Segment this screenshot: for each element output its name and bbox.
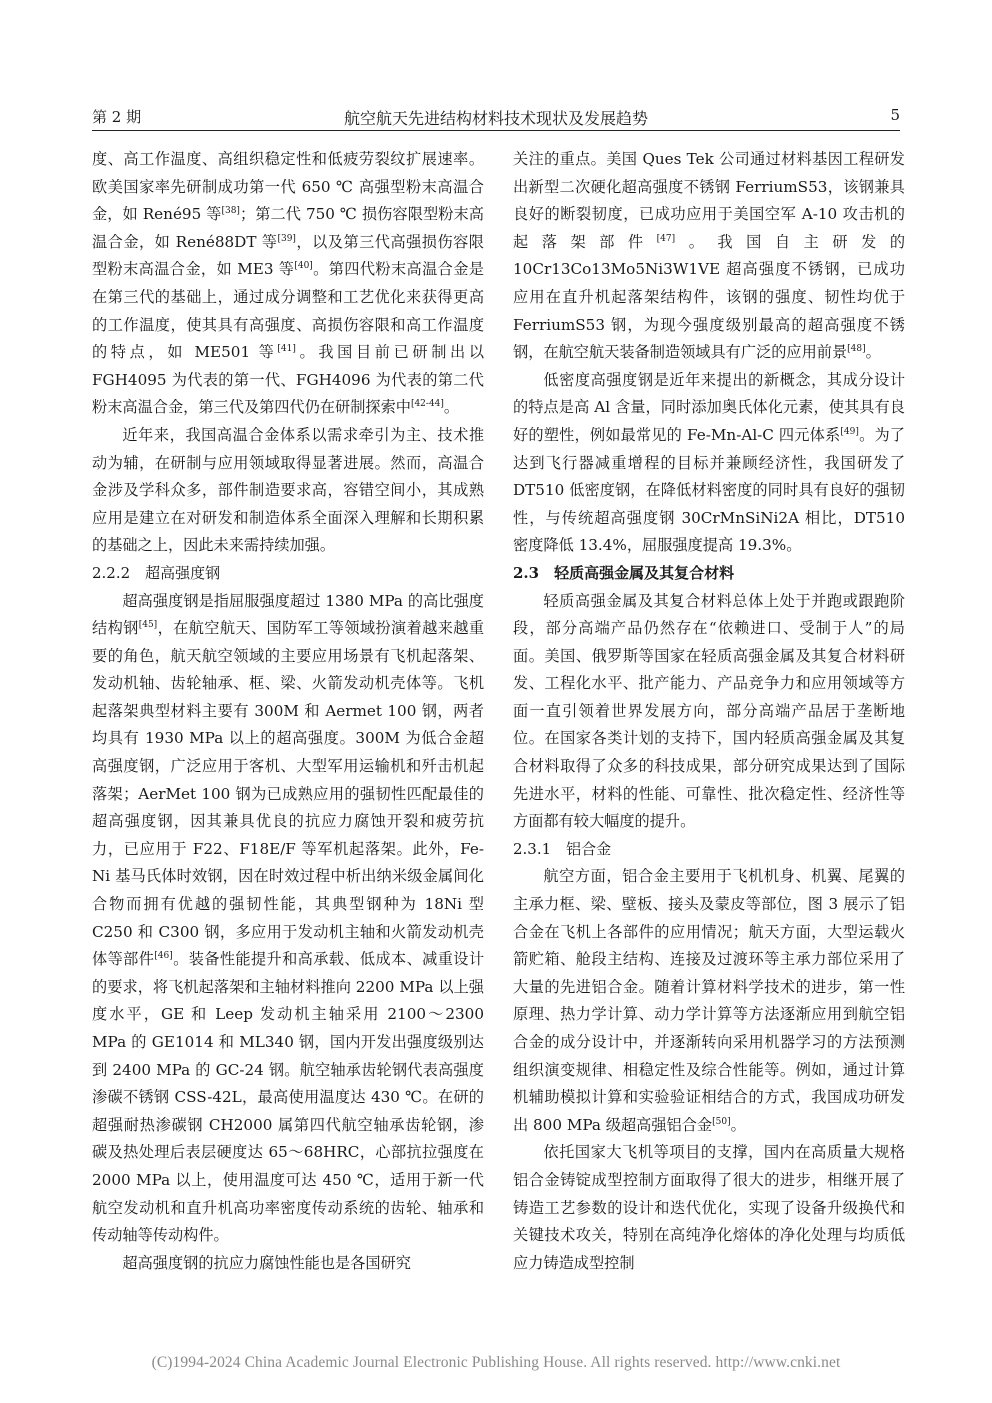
journal-article-title: 航空航天先进结构材料技术现状及发展趋势 [343,109,648,128]
paragraph-text: 。装备性能提升和高承载、低成本、减重设计的要求，将飞机起落架和主轴材料推向 2200 MPa 以上强度水平，GE 和 Leep 发动机主轴采用 2100～2300 MPa 的 GE1014 和 ML340 钢，国内开发出强度级别达到 2400 MPa 的 GC-24 钢。航空轴承齿轮钢代表高强度渗碳不锈钢 CSS-42L，最高使用温度达 430 ℃。在研的超强耐热渗碳钢 CH2000 属第四代航空轴承齿轮钢，渗碳及热处理后表层硬度达 65～68HRC，心部抗拉强度在 2000 MPa 以上，使用温度可达 450 ℃，适用于新一代航空发动机和直升机高功率密度传动系统的齿轮、轴承和传动轴等传动构件。 [92,950,485,1245]
page-number: 5 [890,106,900,124]
paragraph-text: 。 [443,398,460,417]
paragraph-text: 航空方面，铝合金主要用于飞机机身、机翼、尾翼的主承力框、梁、壁板、接头及蒙皮等部位，图 3 展示了铝合金在飞机上各部件的应用情况；航天方面，大型运载火箭贮箱、舱段主结构、连接及过渡环等主承力部位采用了大量的先进铝合金。随着计算材料学技术的进步，第一性原理、热力学计算、动力学计算等方法逐渐应用到航空铝合金的成分设计中，并逐渐转向采用机器学习的方法预测组织演变规律、相稳定性及综合性能等。例如，通过计算机辅助模拟计算和实验验证相结合的方式，我国成功研发出 800 MPa 级超高强铝合金 [513,867,905,1134]
citation: [39] [277,233,296,244]
paragraph: 超高强度钢的抗应力腐蚀性能也是各国研究 [122,1253,411,1272]
paragraph [513,146,905,367]
paragraph-text: 低密度高强度钢是近年来提出的新概念，其成分设计的特点是高 Al 含量，同时添加奥氏体化元素，使其具有良好的塑性，例如最常见的 Fe-Mn-Al-C 四元体系 [513,370,905,444]
paragraph-text: 。 [865,343,881,362]
paragraph: 近年来，我国高温合金体系以需求牵引为主、技术推动为辅，在研制与应用领域取得显著进展。然而，高温合金涉及学科众多，部件制造要求高，容错空间小，其成熟应用是建立在对研发和制造体系全面深入理解和长期积累的基础之上，因此未来需持续加强。 [92,425,484,555]
citation: [50] [712,1116,731,1127]
paragraph-text: ，以及第三代高强损伤容限型粉末高温合金，如 ME3 等 [92,232,484,279]
paragraph: 轻质高强金属及其复合材料总体上处于并跑或跟跑阶段，部分高端产品仍然存在“依赖进口、受制于人”的局面。美国、俄罗斯等国家在轻质高强金属及其复合材料研发、工程化水平、批产能力、产品竞争力和应用领域等方面一直引领着世界发展方向，部分高端产品居于垄断地位。在国家各类计划的支持下，国内轻质高强金属及其复合材料取得了众多的科技成果，部分研究成果达到了国际先进水平，材料的性能、可靠性、批次稳定性、经济性等方面都有较大幅度的提升。 [513,591,905,831]
paragraph: 依托国家大飞机等项目的支撑，国内在高质量大规格铝合金铸锭成型控制方面取得了很大的进步，相继开展了铸造工艺参数的设计和迭代优化，实现了设备升级换代和关键技术攻关，特别在高纯净化熔体的净化处理与均质低应力铸造成型控制 [513,1143,905,1272]
paragraph [92,588,484,1250]
paragraph-text: ，在航空航天、国防军工等领域扮演着越来越重要的角色，航天航空领域的主要应用场景有飞机起落架、发动机轴、齿轮轴承、框、梁、火箭发动机壳体等。飞机起落架典型材料主要有 300M 和 Aermet 100 钢，两者均具有 1930 MPa 以上的超高强度。300M 为低合金超高强度钢，广泛应用于客机、大型军用运输机和歼击机起落架；AerMet 100 钢为已成熟应用的强韧性匹配最佳的超高强度钢，因其兼具优良的抗应力腐蚀开裂和疲劳抗力，已应用于 F22、F18E/F 等军机起落架。此外，Fe-Ni 基马氏体时效钢，因在时效过程中析出纳米级金属间化合物而拥有优越的强韧性能，其典型钢种为 18Ni 型 C250 和 C300 钢，多应用于发动机主轴和火箭发动机壳体等部件 [92,619,485,969]
paragraph-text: 。 [730,1115,746,1134]
paragraph-text: 。第四代粉末高温合金是在第三代的基础上，通过成分调整和工艺优化来获得更高的工作温度，使其具有高强度、高损伤容限和高工作温度的特点，如 ME501 等 [92,260,484,362]
citation: [40] [294,261,313,272]
paragraph [92,146,484,422]
paragraph-text: ；第二代 750 ℃ 损伤容限型粉末高温合金，如 René88DT 等 [92,205,484,251]
right-column [513,146,905,1277]
citation: [41] [277,344,296,355]
paragraph-text: 度、高工作温度、高组织稳定性和低疲劳裂纹扩展速率。欧美国家率先研制成功第一代 650 ℃ 高强型粉末高温合金，如 René95 等 [92,150,484,224]
paragraph-text: 。我国目前已研制出以 FGH4095 为代表的第一代、FGH4096 为代表的第二代粉末高温合金，第三代及第四代仍在研制探索中 [92,343,485,417]
copyright-footer: (C)1994-2024 China Academic Journal Electronic Publishing House. All rights reserved. http://www.cnki.net [151,1354,841,1371]
paragraph-text: 关注的重点。美国 Ques Tek 公司通过材料基因工程研发出新型二次硬化超高强度不锈钢 FerriumS53，该钢兼具良好的断裂韧度，已成功应用于美国空军 A-10 攻击机的起落架部件 [513,150,905,251]
left-column [92,146,484,1277]
citation: [45] [138,620,158,631]
citation: [47] [656,233,676,244]
paragraph [513,863,905,1139]
citation: [49] [840,426,859,437]
paragraph [513,367,905,560]
section-heading: 2.3.1 铝合金 [513,839,612,858]
issue-label: 第 2 期 [92,108,142,126]
paragraph-text: 。为了达到飞行器减重增程的目标并兼顾经济性，我国研发了 DT510 低密度钢，在降低材料密度的同时具有良好的强韧性，与传统超高强度钢 30CrMnSiNi2A 相比，DT510 密度降低 13.4%，屈服强度提高 19.3%。 [513,425,905,555]
citation: [42-44] [410,399,444,410]
citation: [48] [847,344,866,355]
section-heading: 2.2.2 超高强度钢 [92,563,221,582]
citation: [46] [154,951,173,962]
citation: [38] [221,206,240,217]
paragraph-text: 。我国自主研发的 10Cr13Co13Mo5Ni3W1VE 超高强度不锈钢，已成功应用在直升机起落架结构件，该钢的强度、韧性均优于 FerriumS53 钢，为现今强度级别最高的超高强度不锈钢，在航空航天装备制造领域具有广泛的应用前景 [513,232,906,362]
running-header [92,104,900,131]
section-heading: 2.3 轻质高强金属及其复合材料 [513,563,735,582]
paragraph-text: 超高强度钢是指屈服强度超过 1380 MPa 的高比强度结构钢 [92,591,484,638]
